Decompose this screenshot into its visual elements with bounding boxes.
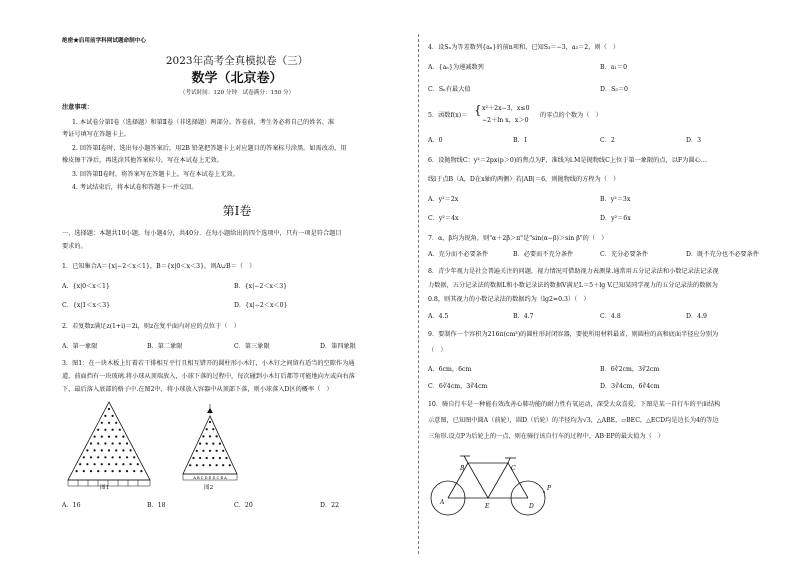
q10-point-p: P (547, 485, 552, 492)
peg (86, 449, 88, 451)
q3-figure-2-bins: A B C D E D C B A (193, 476, 227, 480)
peg (108, 436, 110, 438)
peg (90, 442, 92, 444)
peg (97, 429, 99, 431)
peg (104, 442, 106, 444)
peg (219, 457, 221, 459)
peg (94, 463, 96, 465)
q10-line2: 示意图，已知图中圆A（前轮），圆D（后轮）的半径均为√3，△ABE，▱BEC，△ECD均是边长为4的等边 (428, 417, 719, 424)
q5-case-2: −2＋ln x，x＞0 (482, 117, 529, 124)
q8-option-c: C．4.8 (600, 313, 621, 320)
peg (219, 443, 221, 445)
exam-subject: 数学（北京卷） (191, 71, 283, 86)
peg (140, 470, 142, 472)
peg (229, 464, 231, 466)
peg (112, 456, 114, 458)
peg (137, 463, 139, 465)
peg (196, 464, 198, 466)
q3-figure-2 (180, 404, 240, 488)
q2-stem: 2．若复数z满足z(1+i)＝2i，则z在复平面内对应的点位于（ ） (62, 323, 240, 330)
peg (119, 470, 121, 472)
peg (122, 463, 124, 465)
q1-option-d: D．{x|−2＜x＜0} (234, 302, 288, 309)
peg (126, 470, 128, 472)
q10-point-e: E (485, 503, 490, 510)
peg (86, 463, 88, 465)
peg (104, 470, 106, 472)
peg (115, 422, 117, 424)
peg (76, 470, 78, 472)
q5-tail: 的零点的个数为（ ） (540, 112, 602, 119)
q9-option-d: D．3∛4cm，6∛4cm (600, 383, 660, 390)
peg (216, 435, 218, 437)
peg (90, 456, 92, 458)
q4-option-a: A．{aₙ}为递减数列 (428, 64, 484, 71)
peg (101, 463, 103, 465)
peg (199, 443, 201, 445)
q7-stem: 7．α，β均为锐角，则"α＋2β＞π"是"sin(α−β)＞sin β"的（ ） (428, 235, 608, 242)
q3-line3: 下，最后落入底部的格子中.在图2中，将小球放入容器中从顶部下落，则小球落入D区的概率（ ） (62, 386, 333, 393)
peg (112, 470, 114, 472)
peg (112, 442, 114, 444)
q10-point-p-dot (543, 491, 545, 493)
peg (202, 435, 204, 437)
peg (202, 450, 204, 452)
peg (104, 415, 106, 417)
q9-line1: 9．要制作一个容积为216π(cm³)的圆柱形封闭容器，要使所用材料最省，则圆柱的高和底面半径应分别为 (428, 331, 719, 338)
peg (222, 464, 224, 466)
q10-line3: 三角形.设点P为后轮上的一点，则在骑行该自行车的过程中，AB·EP的最大值为（ ） (428, 433, 665, 440)
q4-stem: 4．设Sₙ为等差数列{aₙ}的前n项和，已知S₃＝−3，a₃＝2，则（ ） (428, 44, 620, 51)
peg (101, 449, 103, 451)
exam-time-score: （考试时间：120 分钟 试卷满分：150 分） (179, 90, 295, 96)
peg (206, 443, 208, 445)
peg (133, 470, 135, 472)
q3-figure-1 (64, 400, 154, 492)
note-3: 3. 回答第Ⅱ卷时，将答案写在答题卡上。写在本试卷上无效。 (72, 171, 239, 178)
peg (108, 408, 110, 410)
peg (112, 429, 114, 431)
peg (83, 470, 85, 472)
peg (119, 456, 121, 458)
peg (115, 436, 117, 438)
q10-line1: 10．骑自行车是一种能有效改善心肺功能的耐力性有氧运动，深受大众喜爱，下图是某一自行车的平面结构 (428, 401, 721, 408)
q7-option-b: B．必要而不充分条件 (513, 251, 574, 258)
peg (126, 442, 128, 444)
q10-point-d: D (529, 503, 534, 510)
peg (115, 463, 117, 465)
q1-option-b: B．{x|−2＜x＜3} (234, 283, 288, 290)
secret-header: 绝密★启用前学科网试题命制中心 (62, 38, 146, 44)
q6-option-c: C．y²＝4x (428, 215, 459, 222)
column-divider (418, 34, 419, 554)
peg (212, 457, 214, 459)
q5-option-c: C．2 (600, 137, 615, 144)
part1-title: 第Ⅰ卷 (222, 204, 252, 218)
peg (108, 422, 110, 424)
peg (192, 457, 194, 459)
peg (97, 470, 99, 472)
peg (199, 457, 201, 459)
peg (216, 464, 218, 466)
peg (209, 435, 211, 437)
q9-option-c: C．6∛4cm，3∛4cm (428, 383, 488, 390)
q5-option-d: D．3 (686, 137, 702, 144)
q8-option-d: D．4.9 (686, 313, 707, 320)
peg (83, 456, 85, 458)
peg (189, 464, 191, 466)
peg (130, 463, 132, 465)
q10-point-a: A (440, 499, 445, 506)
q5-option-a: A．0 (428, 137, 443, 144)
q3-line2: 道，前面挡有一块玻璃.将小球从顶端放入，小球下落的过程中，每次碰到小木钉后都等可能地向左或向右落 (62, 373, 355, 380)
section1-b: 要求的。 (62, 243, 87, 250)
peg (108, 449, 110, 451)
peg (112, 415, 114, 417)
q4-option-d: D．S₅＝0 (600, 86, 628, 93)
peg (119, 429, 121, 431)
peg (130, 449, 132, 451)
q8-line2: 力数据，五分记录法的数据L和小数记录法的数据V满足L＝5＋lg V.已知某同学视力的五分记录法的数据为 (428, 282, 718, 289)
q7-option-a: A．充分而不必要条件 (428, 251, 489, 258)
peg (101, 422, 103, 424)
q8-option-b: B．4.7 (513, 313, 534, 320)
peg (196, 450, 198, 452)
q10-point-b: B (460, 465, 465, 472)
peg (119, 442, 121, 444)
q2-option-c: C．第三象限 (234, 343, 270, 350)
q7-option-c: C．充分必要条件 (600, 251, 649, 258)
q5-stem: 5．函数f(x)＝ (428, 112, 468, 119)
q3-option-d: D．22 (320, 502, 340, 509)
peg (222, 450, 224, 452)
q4-option-b: B．a₁＝0 (600, 64, 628, 71)
q6-line2: 线l于点B（A，D在x轴的两侧）若|AB|＝6，则抛物线的方程为（ ） (428, 176, 620, 183)
q1-option-a: A．{x|0＜x＜1} (62, 283, 110, 290)
q5-brace: { (474, 103, 482, 117)
q5-case-1: x²＋2x−3，x≤0 (482, 105, 530, 112)
q3-option-c: C．20 (234, 502, 253, 509)
q3-option-a: A．16 (62, 502, 81, 509)
q9-line2: （ ） (428, 347, 447, 354)
note-2a: 2. 回答第Ⅰ卷时，选出每小题答案后，用2B 铅笔把答题卡上对应题目的答案标号涂黑。如需改动，用 (72, 145, 347, 152)
q10-point-c: C (511, 465, 516, 472)
q2-option-b: B．第二象限 (147, 343, 183, 350)
peg (209, 421, 211, 423)
q7-option-d: D．既不充分也不必要条件 (686, 251, 760, 258)
peg (104, 429, 106, 431)
note-2b: 橡皮擦干净后，再选涂其他答案标号。写在本试卷上无效。 (62, 157, 223, 164)
peg (126, 456, 128, 458)
q5-option-b: B．1 (513, 137, 528, 144)
peg (108, 463, 110, 465)
q6-option-d: D．y²＝6x (600, 215, 631, 222)
q8-line3: 0.8，则其视力的小数记录法的数据约为（lg2≈0.3）（ ） (428, 296, 590, 303)
peg (79, 463, 81, 465)
peg (122, 436, 124, 438)
q6-line1: 6．设抛物线C：y²＝2px(p＞0)的焦点为F，准线为l.M是抛物线C上位于第一象限的点，以F为圆心… (428, 157, 707, 164)
peg (101, 436, 103, 438)
note-1a: 1. 本试卷分第Ⅰ卷（选择题）和第Ⅱ卷（非选择题）两部分。答卷前，考生务必将自己的姓名、准 (72, 119, 335, 126)
section1-a: 一、选择题：本题共10小题，每小题4分，共40分．在每小题给出的四个选项中，只有一项是符合题目 (62, 230, 342, 237)
q3-line1: 3．图1：在一块木板上钉着若干排相互平行且相互错开的圆柱形小木钉，小木钉之间留有适当的空隙作为通 (62, 360, 355, 367)
q6-option-b: B．y²＝3x (600, 196, 631, 203)
peg (209, 464, 211, 466)
q10-bicycle-figure (428, 448, 558, 520)
peg (94, 449, 96, 451)
note-4: 4. 考试结束后，将本试卷和答题卡一并交回。 (72, 184, 198, 191)
q8-option-a: A．4.5 (428, 313, 449, 320)
peg (209, 450, 211, 452)
exam-title: 2023年高考全真模拟卷（三） (165, 55, 309, 67)
q9-option-a: A．6cm，6cm (428, 366, 472, 373)
q2-option-d: D．第四象限 (320, 343, 356, 350)
peg (212, 428, 214, 430)
peg (115, 449, 117, 451)
peg (133, 456, 135, 458)
peg (104, 456, 106, 458)
peg (202, 464, 204, 466)
q6-option-a: A．y²＝2x (428, 196, 459, 203)
note-1b: 考证号填写在答题卡上。 (62, 131, 131, 138)
q2-option-a: A．第一象限 (62, 343, 98, 350)
peg (90, 470, 92, 472)
peg (216, 450, 218, 452)
q1-stem: 1．已知集合A＝{x|−2＜x＜1}，B＝{x|0＜x＜3}，则A∪B＝（ ） (62, 263, 256, 270)
q3-figure-1-caption: 图1 (100, 485, 110, 491)
q3-option-b: B．18 (147, 502, 166, 509)
q9-option-b: B．6∛2cm，3∛2cm (600, 366, 660, 373)
peg (206, 428, 208, 430)
peg (97, 442, 99, 444)
peg (94, 436, 96, 438)
peg (212, 443, 214, 445)
peg (206, 457, 208, 459)
peg (122, 449, 124, 451)
q4-option-c: C．Sₙ有最大值 (428, 86, 471, 93)
q3-figure-2-caption: 图2 (204, 485, 214, 491)
peg (225, 457, 227, 459)
q8-line1: 8．青少年视力是社会普遍关注的问题，视力情况可借助视力表测量.通常用五分记录法和小数记录法记录视 (428, 268, 719, 275)
q1-option-c: C．{x|1＜x＜3} (62, 302, 111, 309)
peg (97, 456, 99, 458)
notes-heading: 注意事项： (62, 104, 93, 111)
